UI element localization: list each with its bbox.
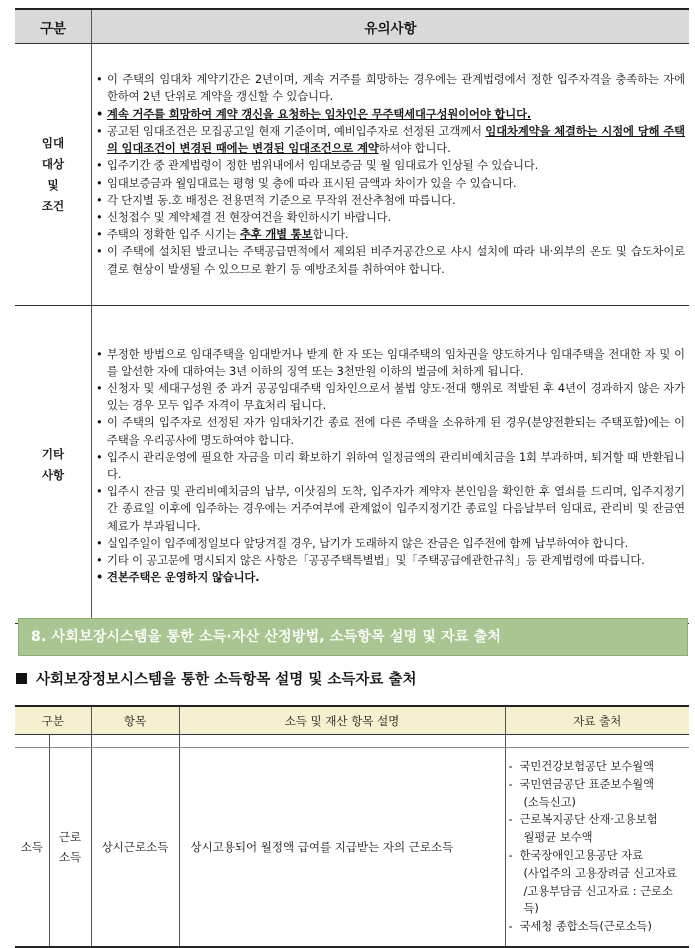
notes-list-other [92,346,685,587]
list-item: • 입주기간 중 관계법령이 정한 범위내에서 임대보증금 및 월 임대료가 인상될 수 있습니다. [92,157,685,174]
emphasis-text: 임대차계약을 체결하는 시점에 당해 주택의 임대조건이 변경된 때에는 변경된 임대조건으로 계약 [107,124,685,156]
category-line: 사항 [41,467,65,482]
list-item: • 입주시 관리운영에 필요한 자금을 미리 확보하기 위하여 일정금액의 관리비예치금을 1회 부과하며, 퇴거할 때 반환됩니다. [92,449,685,483]
source-line: 국민건강보험공단 보수월액 [519,760,655,774]
category-line: 대상 [41,156,65,171]
source-line: 국민연금공단 표준보수월액 [519,777,655,791]
category-line: 기타 [41,446,65,461]
list-item: • 계속 거주를 희망하여 계약 갱신을 요청하는 임차인은 무주택세대구성원이어야 합니다. [92,106,685,123]
subcategory-line: 소득 [58,850,82,864]
list-item: • 신청자 및 세대구성원 중 과거 공공임대주택 임차인으로서 불법 양도·전대 행위로 적발된 후 4년이 경과하지 않은 자가 있는 경우 모두 입주 자격이 무효처리 됩니다. [92,380,685,414]
source-item [508,811,686,847]
list-item: • 각 단지별 동.호 배정은 전용면적 기준으로 무작위 전산추첨에 따릅니다. [92,192,685,209]
notes-row-other [15,306,689,624]
spacer-cell [91,735,179,748]
emphasis-text: 추후 개별 통보 [239,228,313,242]
text-segment: 합니다. [312,228,349,242]
income-spacer-row [15,735,689,748]
income-source-cell [505,748,689,948]
source-line: (사업주의 고용장려금 신고자료 [523,866,677,880]
source-line: 한국장애인고용공단 자료 [519,849,644,862]
income-table [15,705,689,948]
text-segment: 공고된 임대조건은 모집공고일 현재 기준이며, 예비입주자로 선정된 고객께서 [107,124,486,138]
list-item: • 이 주택의 입주자로 선정된 자가 임대차기간 종료 전에 다른 주택을 소유하게 된 경우(분양전환되는 주택포함)에는 이 주택을 우리공사에 명도하여야 합니다. [92,414,685,448]
list-item: • 임대보증금과 월임대료는 평형 및 층에 따라 표시된 금액과 차이가 있을 수 있습니다. [92,175,685,192]
notes-list-lease [92,71,685,277]
notes-table [15,8,689,624]
list-item: • 실입주일이 입주예정일보다 앞당겨질 경우, 납기가 도래하지 않은 잔금은 입주전에 함께 납부하여야 합니다. [92,535,685,552]
list-item: • 이 주택의 임대차 계약기간은 2년이며, 계속 거주를 희망하는 경우에는 관계법령에서 정한 입주자격을 충족하는 자에 한하여 2년 단위로 계약을 갱신할 수 있습니다. [92,71,685,105]
list-item: • 신청접수 및 계약체결 전 현장여건을 확인하시기 바랍니다. [92,209,685,226]
source-item [508,847,686,918]
income-header-row [15,706,689,735]
spacer-cell [49,735,91,748]
list-item: • 부정한 방법으로 임대주택을 임대받거나 받게 한 자 또는 임대주택의 임차권을 양도하거나 임대주택을 전대한 자 및 이를 알선한 자에 대하여는 3년 이하의 징역 또는 3천만원 이하의 벌금에 처하게 됩니다. [92,346,685,380]
notes-header-category: 구분 [15,9,92,44]
section-title-bar: 8. 사회보장시스템을 통한 소득·자산 산정방법, 소득항목 설명 및 자료 출처 [18,618,688,656]
spacer-cell [15,735,49,748]
notes-header-content: 유의사항 [92,9,690,44]
square-bullet-icon [16,673,27,684]
source-line: 근로복지공단 산재·고용보험 [519,813,658,827]
income-header-source: 자료 출처 [505,706,689,735]
notes-header-row [15,9,689,44]
source-list [508,758,686,936]
subcategory-line: 근로 [58,830,82,844]
notes-category-other [15,306,92,624]
list-item: • 견본주택은 운영하지 않습니다. [92,569,685,586]
income-header-description: 소득 및 재산 항목 설명 [179,706,505,735]
notes-category-lease [15,44,92,306]
source-item [508,758,686,776]
source-item [508,776,686,812]
subheading [16,670,416,690]
income-header-category: 구분 [15,706,91,735]
spacer-cell [179,735,505,748]
list-item: • 기타 이 공고문에 명시되지 않은 사항은「공공주택특별법」및「주택공급에관한규칙」등 관계법령에 따릅니다. [92,552,685,569]
notes-content-other [92,306,690,624]
list-item: • 입주시 잔금 및 관리비예치금의 납부, 이삿짐의 도착, 입주자가 계약자 본인임을 확인한 후 열쇠를 드리며, 입주지정기간 종료일 이후에 입주하는 경우에는 거주여부에 관계없이 입주지정기간 종료일 다음날부터 임대료, 관리비 및 잔금연체료가 부과됩니다. [92,483,685,535]
source-line: 월평균 보수액 [523,831,593,845]
category-line: 임대 [41,135,65,150]
source-line: /고용부담금 신고자료 : 근로소득) [523,884,673,916]
list-item [92,226,685,243]
subheading-text: 사회보장정보시스템을 통한 소득항목 설명 및 소득자료 출처 [36,672,417,688]
spacer-cell [505,735,689,748]
income-category-cell: 소득 [15,748,49,948]
list-item: • 이 주택에 설치된 발코니는 주택공급면적에서 제외된 비주거공간으로 샤시 설치에 따라 내·외부의 온도 및 습도차이로 결로 현상이 발생될 수 있으므로 환기 등 예방조치를 취하여야 합니다. [92,243,685,277]
source-line: (소득신고) [523,795,576,809]
income-description-cell: 상시고용되어 월정액 급여를 지급받는 자의 근로소득 [179,748,505,948]
list-item [92,123,685,157]
notes-row-lease-conditions [15,44,689,306]
source-item [508,918,686,936]
income-subcategory-cell [49,748,91,948]
source-line: 국세청 종합소득(근로소득) [519,920,652,934]
category-line: 및 [47,177,59,192]
text-segment: 하셔야 합니다. [378,142,451,156]
category-line: 조건 [41,198,65,213]
income-item-cell: 상시근로소득 [91,748,179,948]
notes-content-lease [92,44,690,306]
text-segment: 주택의 정확한 입주 시기는 [107,228,240,242]
table-row [15,748,689,948]
income-header-item: 항목 [91,706,179,735]
